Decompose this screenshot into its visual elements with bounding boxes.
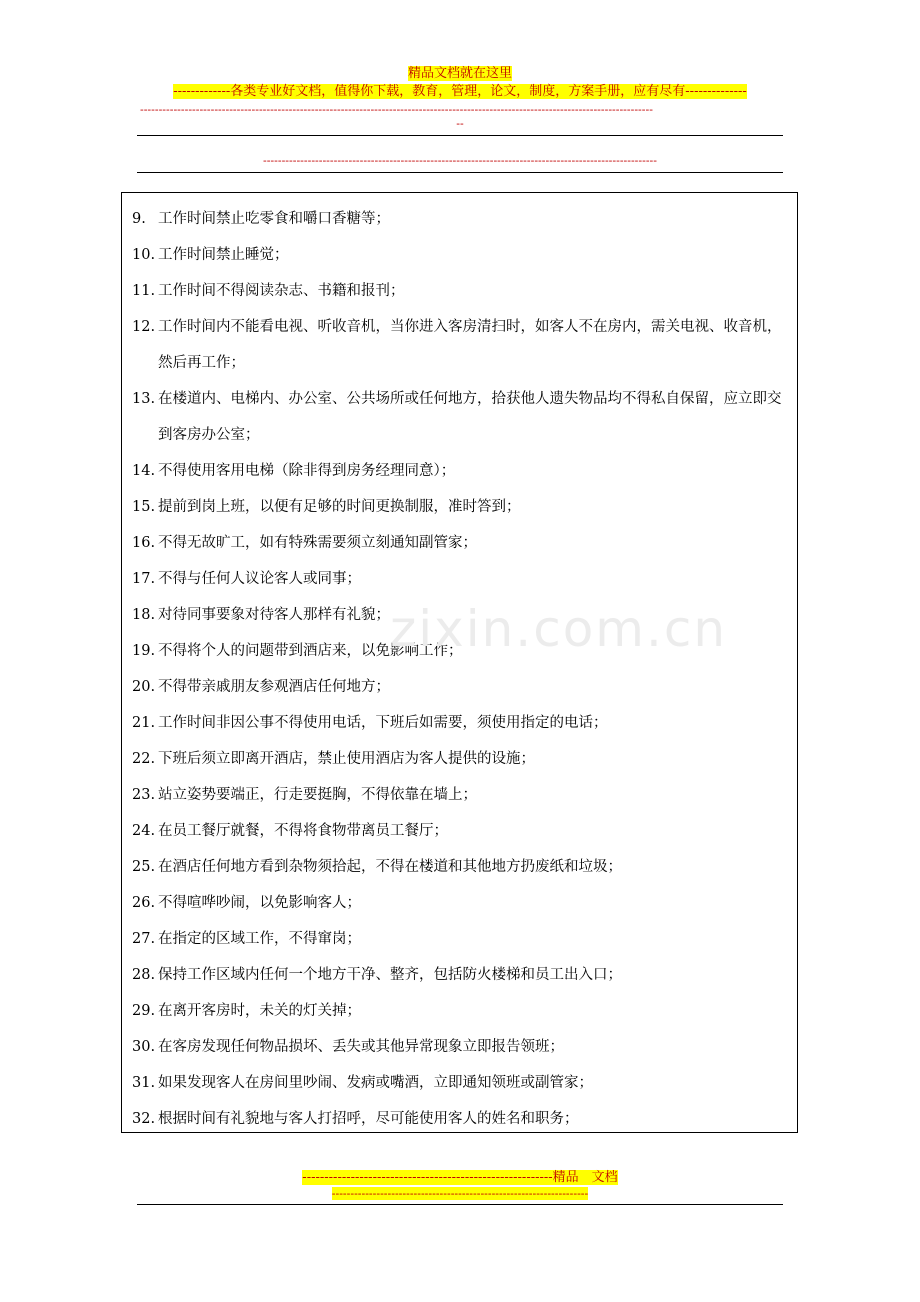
header-title: 精品文档就在这里 xyxy=(407,66,512,81)
rule-text: 提前到岗上班，以便有足够的时间更换制服，准时答到； xyxy=(158,499,521,515)
rule-number: 9. xyxy=(132,211,146,227)
rule-text: 在指定的区域工作，不得窜岗； xyxy=(158,931,361,947)
rule-text: 工作时间非因公事不得使用电话，下班后如需要，须使用指定的电话； xyxy=(158,715,608,731)
rule-item xyxy=(132,741,789,777)
rule-number: 30. xyxy=(132,1039,156,1055)
rule-item xyxy=(132,273,789,309)
rule-number: 10. xyxy=(132,247,156,263)
rule-text: 根据时间有礼貌地与客人打招呼，尽可能使用客人的姓名和职务； xyxy=(158,1111,579,1127)
header-rule-top xyxy=(137,135,783,136)
rule-item xyxy=(132,1029,789,1065)
rule-number: 12. xyxy=(132,319,156,335)
rule-number: 20. xyxy=(132,679,156,695)
rule-item xyxy=(132,525,789,561)
rule-item xyxy=(132,1101,789,1137)
header-dash-line: ------------------------------------------------------------------------------------------------------------------------------------------ xyxy=(140,103,653,116)
rule-number: 18. xyxy=(132,607,156,623)
rule-item xyxy=(132,993,789,1029)
header-subtitle: -------------各类专业好文档，值得你下载，教育，管理，论文，制度，方案手册，应有尽有-------------- xyxy=(173,84,747,99)
rules-box xyxy=(121,192,798,1133)
rule-item xyxy=(132,489,789,525)
footer-dash-line: --------------------------------------------------------------------- xyxy=(331,1187,589,1200)
rule-item xyxy=(132,633,789,669)
rule-number: 23. xyxy=(132,787,156,803)
rule-number: 16. xyxy=(132,535,156,551)
rule-item xyxy=(132,237,789,273)
rule-text: 工作时间不得阅读杂志、书籍和报刊； xyxy=(158,283,405,299)
rule-item xyxy=(132,921,789,957)
rule-item xyxy=(132,777,789,813)
rule-text: 下班后须立即离开酒店，禁止使用酒店为客人提供的设施； xyxy=(158,751,535,767)
rule-item xyxy=(132,1065,789,1101)
header-dash-tail: -- xyxy=(456,117,464,130)
rule-number: 26. xyxy=(132,895,156,911)
rule-text: 工作时间内不能看电视、听收音机，当你进入客房清扫时，如客人不在房内，需关电视、收音机，然后再工作； xyxy=(158,319,782,371)
rule-text: 在酒店任何地方看到杂物须拾起，不得在楼道和其他地方扔废纸和垃圾； xyxy=(158,859,622,875)
rule-number: 24. xyxy=(132,823,156,839)
rule-text: 保持工作区域内任何一个地方干净、整齐，包括防火楼梯和员工出入口； xyxy=(158,967,622,983)
rule-text: 不得喧哗吵闹，以免影响客人； xyxy=(158,895,361,911)
rule-text: 不得使用客用电梯（除非得到房务经理同意）； xyxy=(158,463,456,479)
rule-text: 在离开客房时，未关的灯关掉； xyxy=(158,1003,361,1019)
rule-text: 对待同事要象对待客人那样有礼貌； xyxy=(158,607,390,623)
rule-item xyxy=(132,849,789,885)
rule-text: 在楼道内、电梯内、办公室、公共场所或任何地方，拾获他人遗失物品均不得私自保留，应立即交到客房办公室； xyxy=(158,391,782,443)
rule-number: 19. xyxy=(132,643,156,659)
rule-number: 28. xyxy=(132,967,156,983)
rule-item xyxy=(132,381,789,453)
rule-number: 32. xyxy=(132,1111,156,1127)
rule-number: 13. xyxy=(132,391,156,407)
rule-item xyxy=(132,957,789,993)
rule-text: 在客房发现任何物品损坏、丢失或其他异常现象立即报告领班； xyxy=(158,1039,564,1055)
rule-number: 22. xyxy=(132,751,156,767)
rule-number: 31. xyxy=(132,1075,156,1091)
footer-label: ---------------------------------------------------------精品 文档 xyxy=(302,1170,618,1185)
rule-item xyxy=(132,453,789,489)
rule-item xyxy=(132,201,789,237)
rule-item xyxy=(132,309,789,381)
watermark: zixin.com.cn xyxy=(390,600,728,658)
rule-text: 不得与任何人议论客人或同事； xyxy=(158,571,361,587)
rule-item xyxy=(132,885,789,921)
footer-rule xyxy=(137,1204,783,1205)
rule-number: 15. xyxy=(132,499,156,515)
rule-number: 25. xyxy=(132,859,156,875)
rule-item xyxy=(132,669,789,705)
rule-number: 27. xyxy=(132,931,156,947)
header-dash-line-2: ---------------------------------------------------------------------------------------------------------- xyxy=(263,154,657,167)
rule-number: 29. xyxy=(132,1003,156,1019)
rule-item xyxy=(132,561,789,597)
rule-number: 21. xyxy=(132,715,156,731)
rule-text: 站立姿势要端正，行走要挺胸，不得依靠在墙上； xyxy=(158,787,477,803)
rules-list xyxy=(132,201,789,1137)
rule-item xyxy=(132,813,789,849)
rule-item xyxy=(132,705,789,741)
rule-text: 在员工餐厅就餐，不得将食物带离员工餐厅； xyxy=(158,823,448,839)
header-rule-bottom xyxy=(137,172,783,173)
rule-number: 11. xyxy=(132,283,156,299)
rule-number: 14. xyxy=(132,463,156,479)
rule-item xyxy=(132,597,789,633)
rule-number: 17. xyxy=(132,571,156,587)
rule-text: 不得将个人的问题带到酒店来，以免影响工作； xyxy=(158,643,463,659)
rule-text: 不得无故旷工，如有特殊需要须立刻通知副管家； xyxy=(158,535,477,551)
rule-text: 如果发现客人在房间里吵闹、发病或嘴酒，立即通知领班或副管家； xyxy=(158,1075,593,1091)
rule-text: 工作时间禁止睡觉； xyxy=(158,247,289,263)
rule-text: 不得带亲戚朋友参观酒店任何地方； xyxy=(158,679,390,695)
rule-text: 工作时间禁止吃零食和嚼口香糖等； xyxy=(158,211,390,227)
